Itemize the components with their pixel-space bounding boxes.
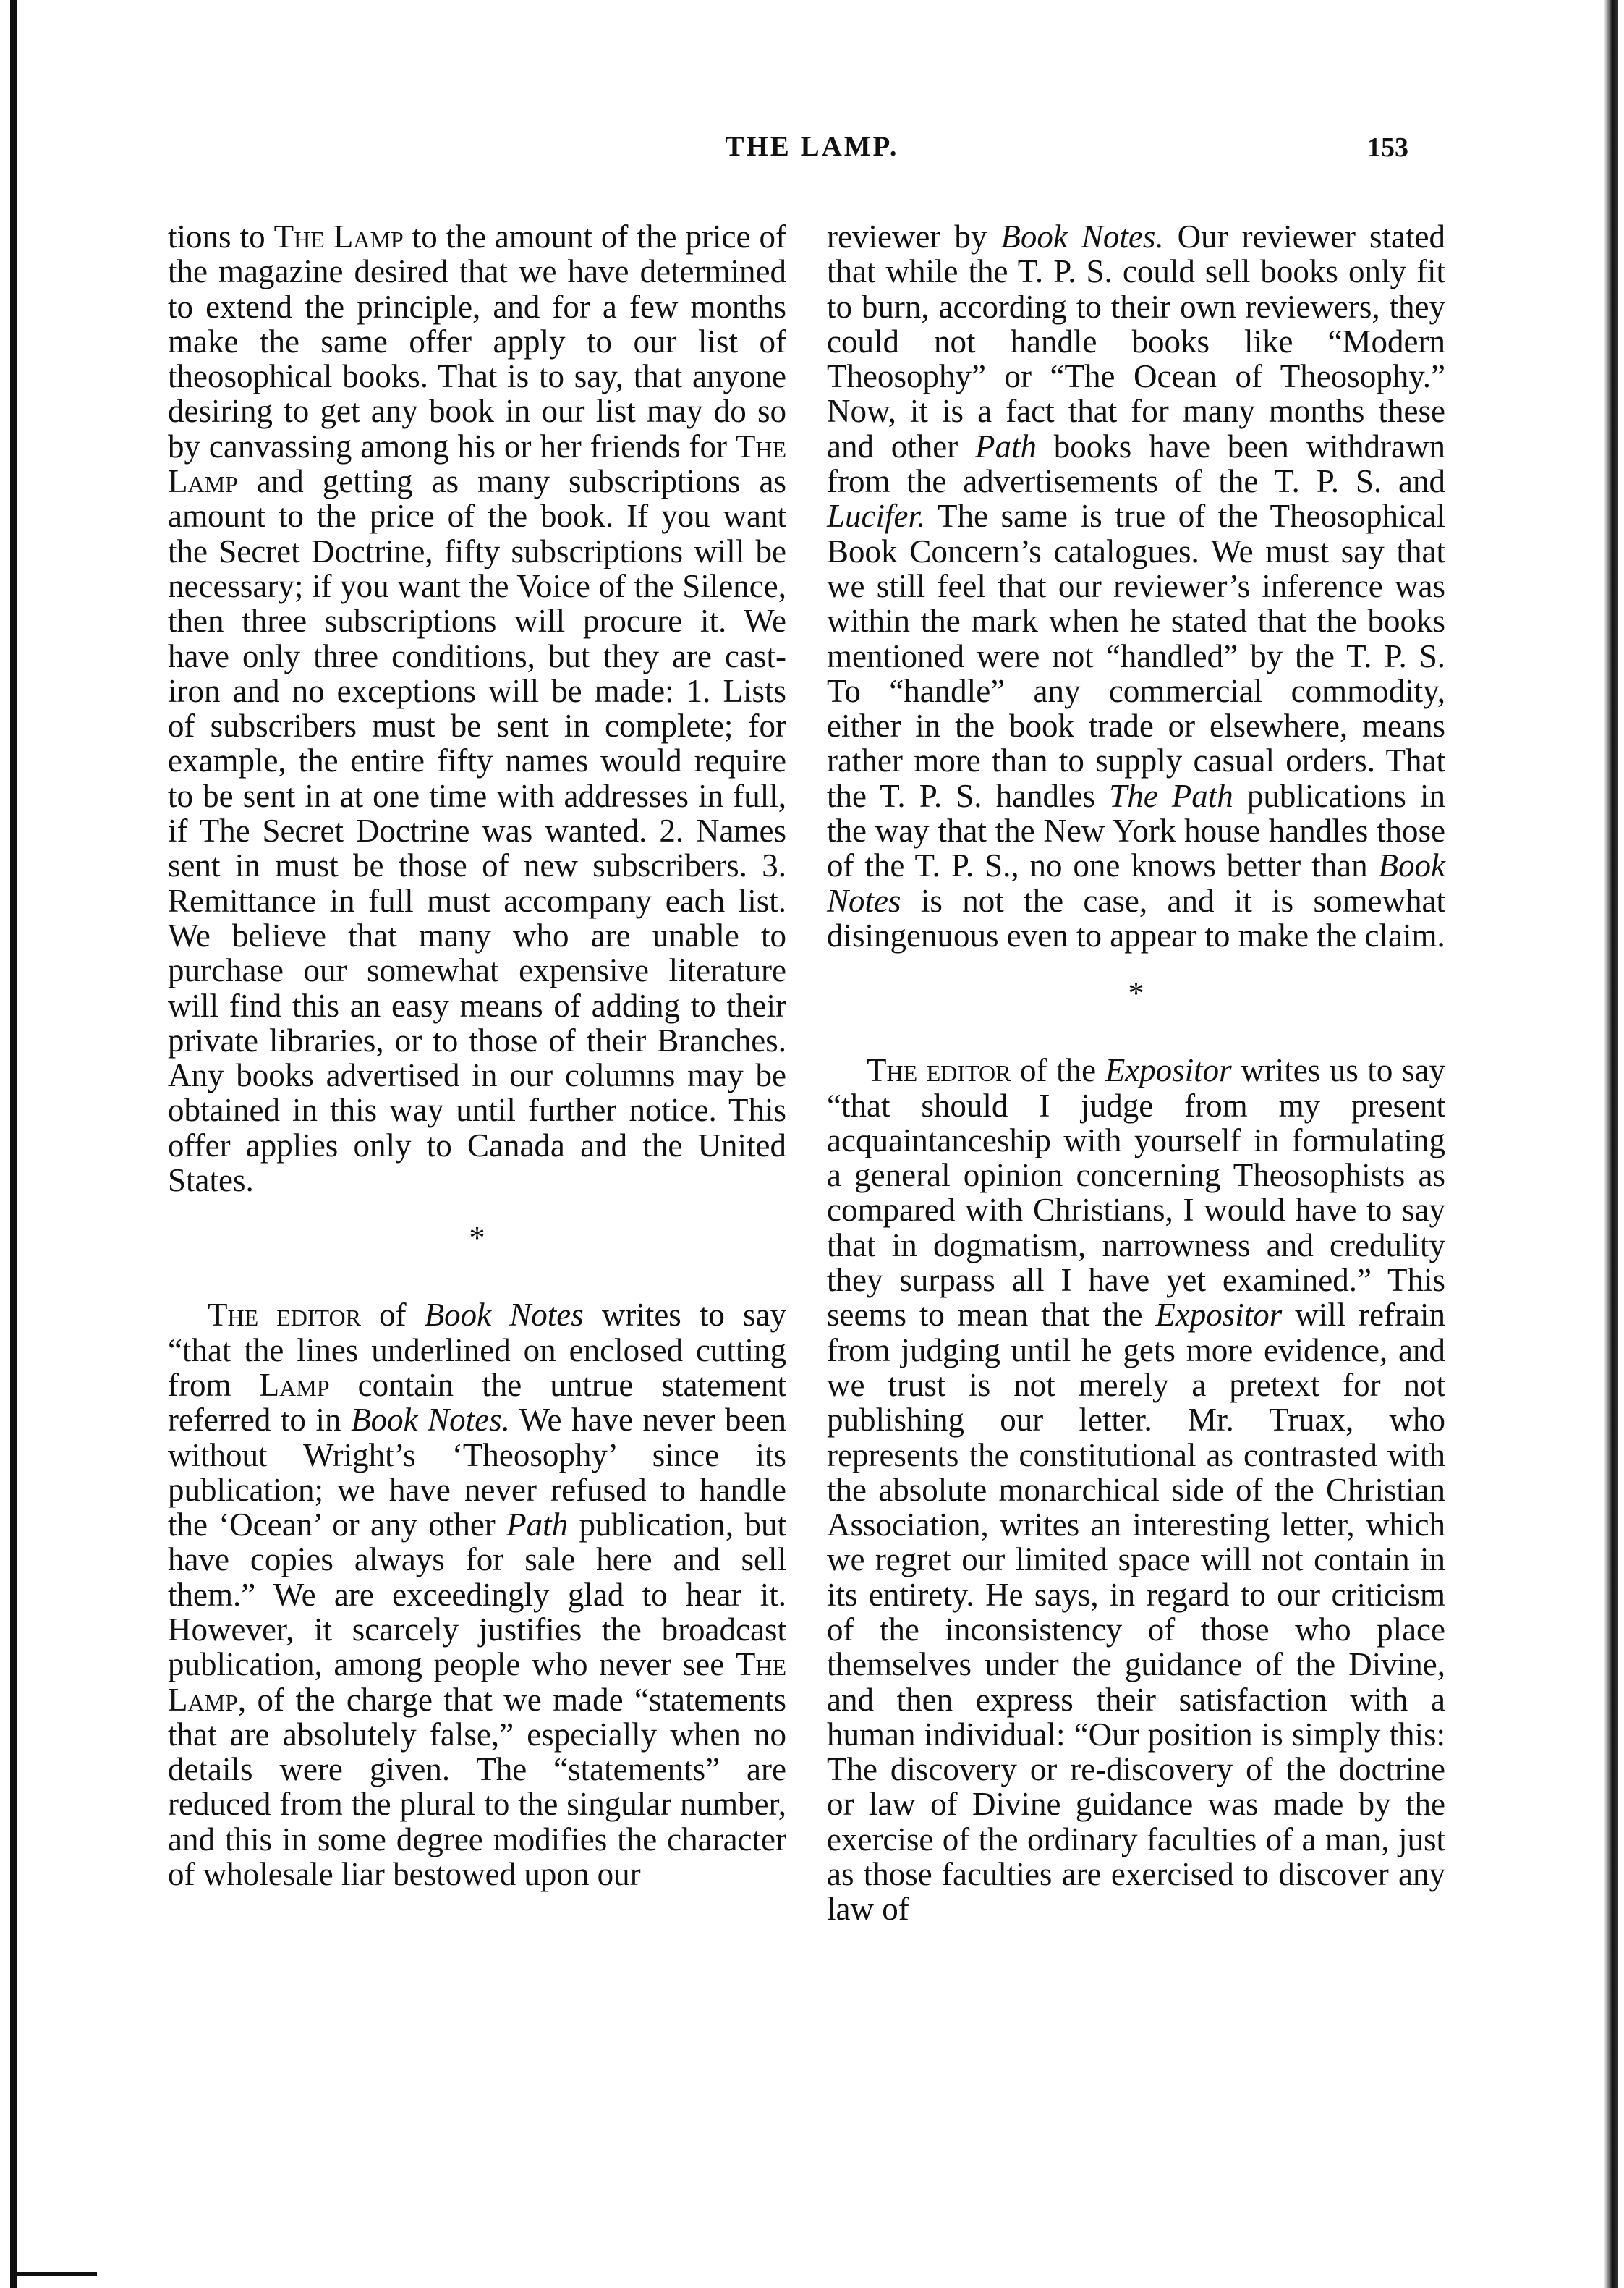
left-column xyxy=(168,219,786,1891)
magazine-name: The Lamp xyxy=(273,219,404,255)
page-number: 153 xyxy=(1367,132,1408,163)
right-paragraph-2: The editor of the Expositor writes us to say “that should I judge from my present acquaintanceship with yourself in formulating a general opinion concerning Theosophists as compared with Christians, I would have to say that in dogmatism, narrowness and credulity they surpass all I have yet examined.” This seems to mean that the Expositor will refrain from judging until he gets more evidence, and we trust is not merely a pretext for not publishing our letter. Mr. Truax, who represents the constitutional as contrasted with the absolute monarchical side of the Christian Association, writes an interesting letter, which we regret our limited space will not contain in its entirety. He says, in regard to our criticism of the inconsistency of those who place themselves under the guidance of the Divine, and then express their satisfaction with a human individual: “Our position is simply this: The discovery or re-discovery of the doctrine or law of Divine guidance was made by the exercise of the ordinary faculties of a man, just as those faculties are exercised to discover any law of xyxy=(827,1052,1445,1928)
paragraph-lead: The editor xyxy=(208,1297,361,1334)
right-paragraph-1: reviewer by Book Notes. Our reviewer stated that while the T. P. S. could sell books only fit to burn, according to their own reviewers, they could not handle books like “Modern Theosophy” or “The Ocean of Theosophy.” Now, it is a fact that for many months these and other Path books have been withdrawn from the advertisements of the T. P. S. and Lucifer. The same is true of the Theosophical Book Concern’s catalogues. We must say that we still feel that our reviewer’s inference was within the mark when he stated that the books mentioned were not “handled” by the T. P. S. To “handle” any commercial commodity, either in the book trade or elsewhere, means rather more than to supply casual orders. That the T. P. S. handles The Path publications in the way that the New York house handles those of the T. P. S., no one knows better than Book Notes is not the case, and it is somewhat disingenuous even to appear to make the claim. xyxy=(827,219,1446,954)
scan-edge-right xyxy=(1604,0,1618,2288)
left-paragraph-2: The editor of Book Notes writes to say “that the lines underlined on enclosed cutting from Lamp contain the untrue statement referred to in Book Notes. We have never been without Wright’s ‘Theosophy’ since its publication; we have never refused to handle the ‘Ocean’ or any other Path publication, but have copies always for sale here and sell them.” We are exceedingly glad to hear it. However, it scarcely justifies the broadcast publication, among people who never see The Lamp, of the charge that we made “statements that are absolutely false,” especially when no details were given. The “statements” are reduced from the plural to the singular number, and this in some degree modifies the character of wholesale liar bestowed upon our xyxy=(168,1297,787,1893)
publication-title: Book Notes. xyxy=(351,1402,510,1439)
scan-edge-left xyxy=(10,0,17,2288)
magazine-name: The Lamp xyxy=(168,1646,786,1718)
right-column xyxy=(827,219,1445,1927)
section-separator: * xyxy=(1128,975,1144,1012)
publication-title: Path xyxy=(975,428,1037,465)
section-separator: * xyxy=(469,1220,485,1256)
running-head xyxy=(0,130,1624,181)
publication-title: The Path xyxy=(1109,777,1233,814)
publication-title: Lucifer. xyxy=(827,498,926,535)
publication-title: Expositor xyxy=(1105,1052,1232,1089)
running-title: THE LAMP. xyxy=(725,131,899,162)
publication-title: Book Notes xyxy=(424,1297,584,1334)
scan-edge-left-bottom xyxy=(10,2272,97,2276)
magazine-name: The Lamp xyxy=(168,428,786,500)
paragraph-lead: The editor xyxy=(867,1052,1011,1089)
publication-title: Expositor xyxy=(1155,1297,1283,1334)
publication-title: Book Notes xyxy=(827,847,1445,919)
publication-title: Book Notes. xyxy=(1000,219,1164,255)
left-paragraph-1: tions to The Lamp to the amount of the price of the magazine desired that we have determined to extend the principle, and for a few months make the same offer apply to our list of theosophical books. That is to say, that anyone desiring to get any book in our list may do so by canvassing among his or her friends for The Lamp and getting as many subscriptions as amount to the price of the book. If you want the Secret Doctrine, fifty subscriptions will be necessary; if you want the Voice of the Silence, then three subscriptions will procure it. We have only three conditions, but they are cast-iron and no exceptions will be made: 1. Lists of subscribers must be sent in complete; for example, the entire fifty names would require to be sent in at one time with addresses in full, if The Secret Doctrine was wanted. 2. Names sent in must be those of new subscribers. 3. Remittance in full must accompany each list. We believe that many who are unable to purchase our somewhat expensive literature will find this an easy means of adding to their private libraries, or to those of their Branches. Any books advertised in our columns may be obtained in this way until further notice. This offer applies only to Canada and the United States. xyxy=(168,219,786,1199)
magazine-name: Lamp xyxy=(259,1366,330,1403)
publication-title: Path xyxy=(506,1507,569,1543)
